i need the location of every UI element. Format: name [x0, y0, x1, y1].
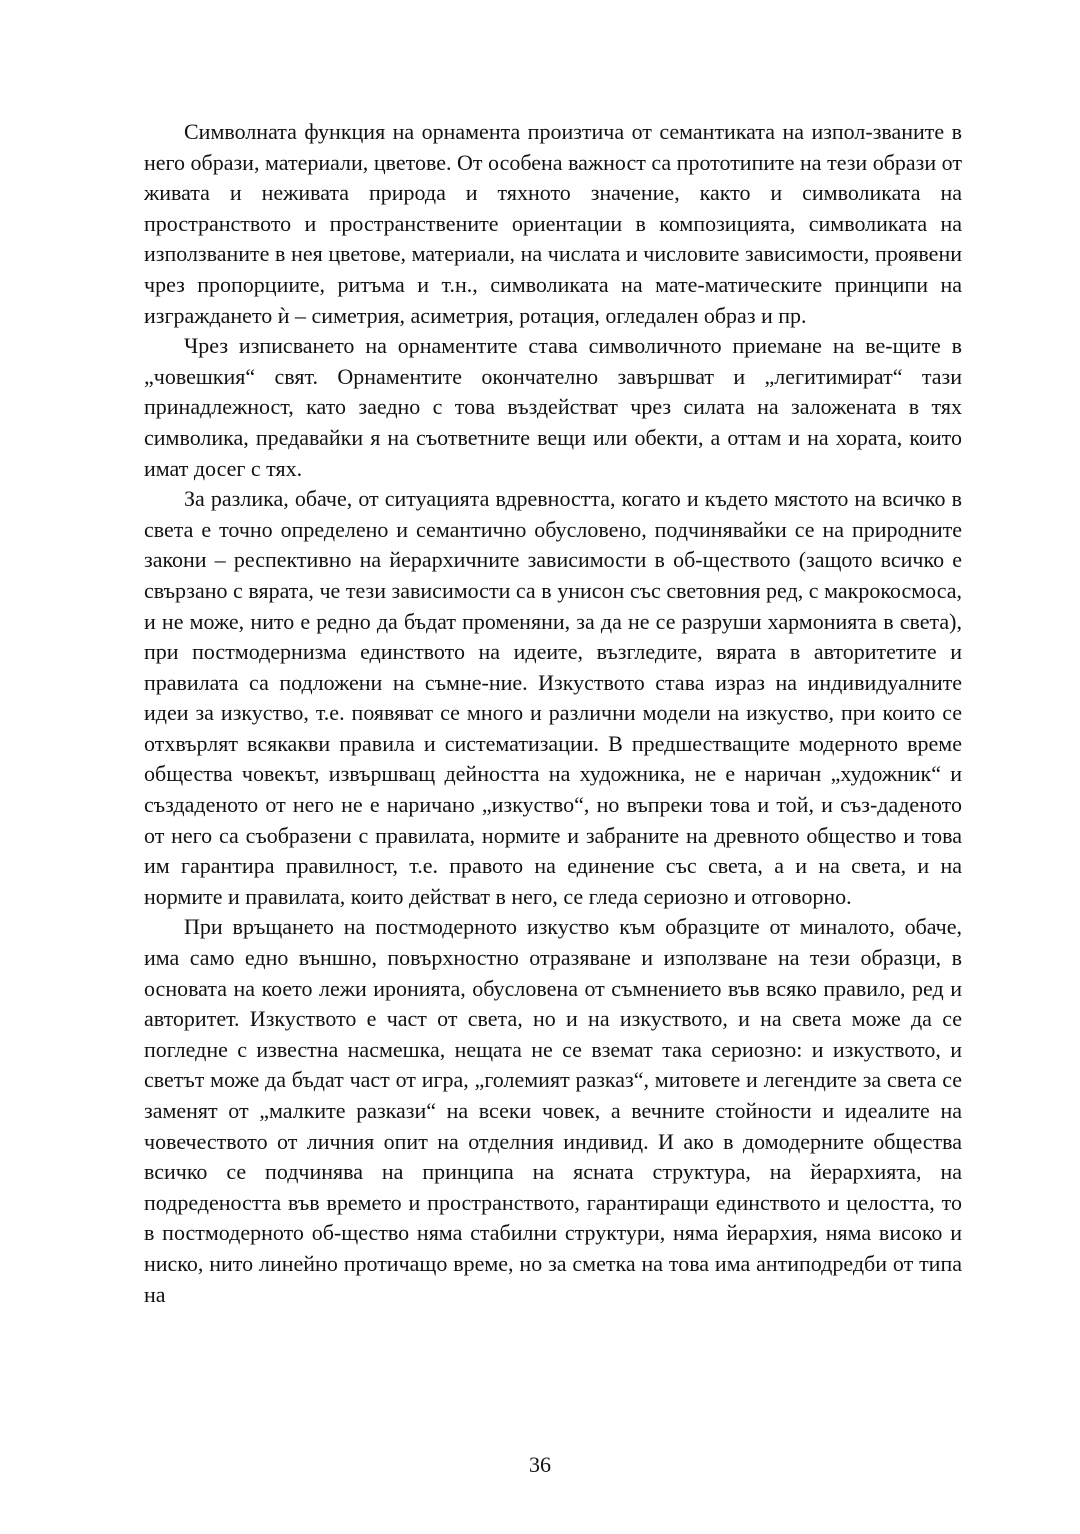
paragraph-3: За разлика, обаче, от ситуацията вдревността, когато и където мястото на всичко в света е точно определено и семантично обусловено, подчинявайки се на природните закони – респективно на йерархичните зависимости в об-ществото (защото всичко е свързано с вярата, че тези зависимости са в унисон със световния ред, с макрокосмоса, и не може, нито е редно да бъдат променяни, за да не се разруши хармонията в света), при постмодернизма единството на идеите, възгледите, вярата в авторитетите и правилата са подложени на съмне-ние. Изкуството става израз на индивидуалните идеи за изкуство, т.е. появяват се много и различни модели на изкуство, при които се отхвърлят всякакви правила и систематизации. В предшестващите модерното време общества човекът, извършващ дейността на художника, не е наричан „художник“ и създаденото от него не е наричано „изкуство“, но въпреки това и той, и съз-даденото от него са съобразени с правилата, нормите и забраните на древното общество и това им гарантира правилност, т.е. правото на единение със света, а и на света, и на нормите и правилата, които действат в него, се гледа сериозно и отговорно.: [144, 486, 962, 909]
paragraph-2: Чрез изписването на орнаментите става символичното приемане на ве-щите в „човешкия“ свят. Орнаментите окончателно завършват и „легитимират“ тази принадлежност, като заедно с това въздействат чрез силата на заложената в тях символика, предавайки я на съответните вещи или обекти, а оттам и на хората, които имат досег с тях.: [144, 333, 962, 481]
paragraph-1: Символната функция на орнамента произтича от семантиката на изпол-званите в него образи, материали, цветове. От особена важност са прототипите на тези образи от живата и неживата природа и тяхното значение, както и символиката на пространството и пространствените ориентации в композицията, символиката на използваните в нея цветове, материали, на числата и числовите зависимости, проявени чрез пропорциите, ритъма и т.н., символиката на мате-матическите принципи на изграждането ѝ – симетрия, асиметрия, ротация, огледален образ и пр.: [144, 119, 962, 328]
page-number: 36: [529, 1452, 551, 1477]
page-body: [144, 117, 962, 1310]
paragraph-4: При връщането на постмодерното изкуство към образците от миналото, обаче, има само едно външно, повърхностно отразяване и използване на тези образци, в основата на което лежи иронията, обусловена от съмнението във всяко правило, ред и авторитет. Изкуството е част от света, но и на изкуството, и на света може да се погледне с известна насмешка, нещата не се вземат така сериозно: и изкуството, и светът може да бъдат част от игра, „големият разказ“, митовете и легендите за света се заменят от „малките разкази“ на всеки човек, а вечните стойности и идеалите на човечеството от личния опит на отделния индивид. И ако в домодерните общества всичко се подчинява на принципа на ясната структура, на йерархията, на подредеността във времето и пространството, гарантиращи единството и целостта, то в постмодерното об-щество няма стабилни структури, няма йерархия, няма високо и ниско, нито линейно протичащо време, но за сметка на това има антиподредби от типа на: [144, 914, 962, 1307]
